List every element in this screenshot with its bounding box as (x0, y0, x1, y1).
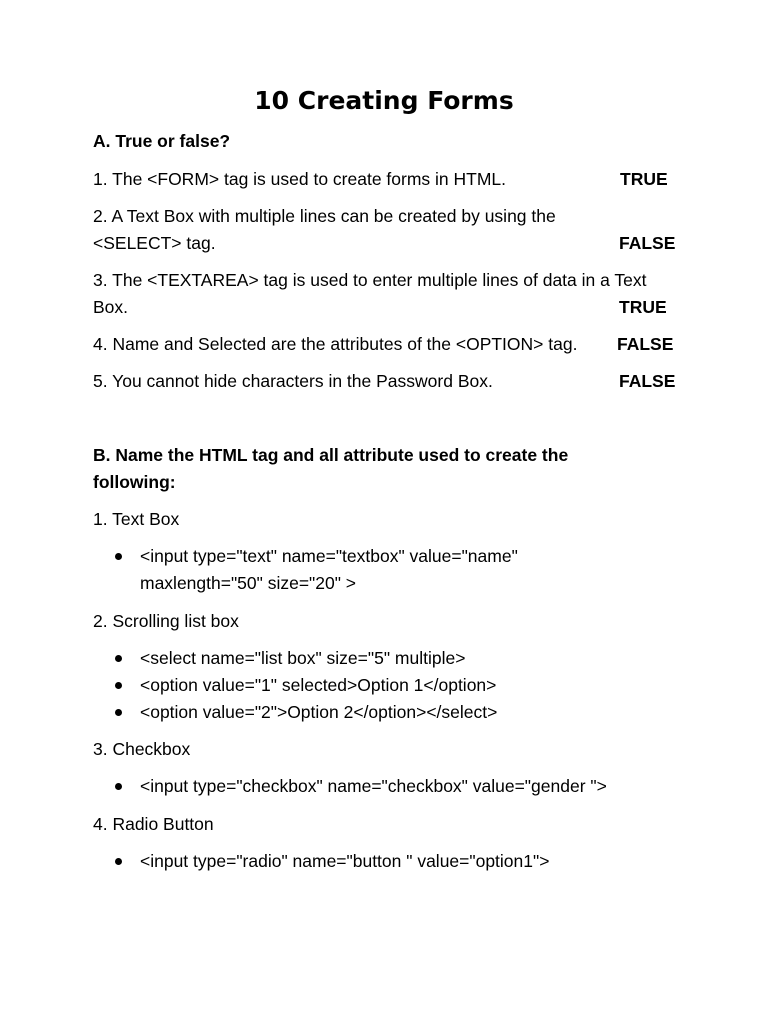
question-3-line-1: 3. The <TEXTAREA> tag is used to enter multiple lines of data in a Text (93, 270, 647, 290)
question-5: 5. You cannot hide characters in the Password Box. (93, 371, 493, 391)
answer-1: TRUE (620, 169, 668, 189)
item-2-bullet-1: <select name="list box" size="5" multiple> (140, 648, 466, 668)
bullet-icon (115, 709, 122, 716)
answer-5: FALSE (619, 371, 676, 391)
question-1: 1. The <FORM> tag is used to create forms in HTML. (93, 169, 507, 189)
section-a-heading: A. True or false? (93, 131, 231, 151)
item-2-bullet-3: <option value="2">Option 2</option></select> (140, 702, 498, 722)
item-3-bullet-1: <input type="checkbox" name="checkbox" value="gender "> (140, 776, 607, 796)
bullet-icon (115, 858, 122, 865)
bullet-icon (115, 553, 122, 560)
item-4-label: 4. Radio Button (93, 814, 214, 834)
question-4: 4. Name and Selected are the attributes of the <OPTION> tag. (93, 334, 578, 354)
bullet-icon (115, 655, 122, 662)
item-2-bullet-2: <option value="1" selected>Option 1</option> (140, 675, 497, 695)
page-title: 10 Creating Forms (254, 86, 514, 115)
item-1-bullet-1-line-2: maxlength="50" size="20" > (140, 573, 357, 593)
item-3-label: 3. Checkbox (93, 739, 191, 759)
answer-4: FALSE (617, 334, 674, 354)
item-1-label: 1. Text Box (93, 509, 180, 529)
question-2-line-1: 2. A Text Box with multiple lines can be created by using the (93, 206, 556, 226)
section-b-heading-line-1: B. Name the HTML tag and all attribute used to create the (93, 445, 569, 465)
question-2-line-2: <SELECT> tag. (93, 233, 216, 253)
item-1-bullet-1-line-1: <input type="text" name="textbox" value="name" (140, 546, 518, 566)
item-4-bullet-1: <input type="radio" name="button " value="option1"> (140, 851, 550, 871)
answer-2: FALSE (619, 233, 676, 253)
question-3-line-2: Box. (93, 297, 129, 317)
bullet-icon (115, 682, 122, 689)
bullet-icon (115, 783, 122, 790)
answer-3: TRUE (619, 297, 667, 317)
section-b-heading-line-2: following: (93, 472, 176, 492)
item-2-label: 2. Scrolling list box (93, 611, 239, 631)
